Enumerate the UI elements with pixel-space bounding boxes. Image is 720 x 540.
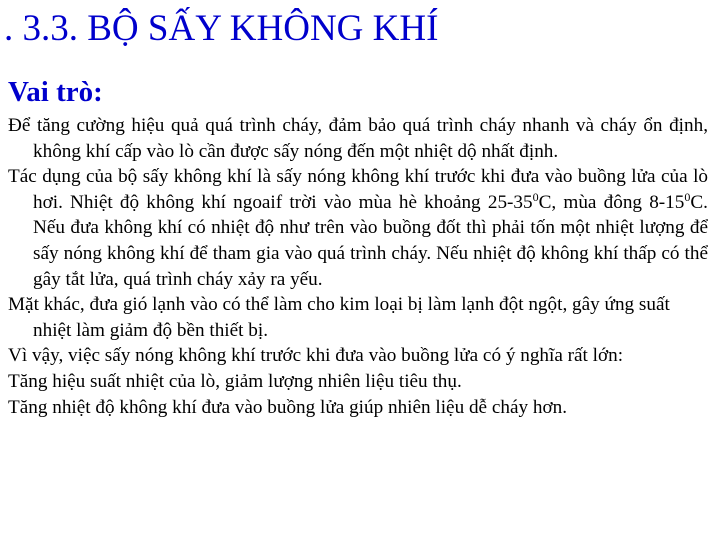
paragraph-benefit-combustion: Tăng nhiệt độ không khí đưa vào buồng lửa giúp nhiên liệu dễ cháy hơn.: [8, 396, 568, 418]
paragraph-function-part3: C. Nếu đưa không khí có nhiệt độ như trên vào buồng đốt thì phải tốn một nhiệt lượng để sấy nóng không khí để tham gia vào quá trình cháy. Nếu nhiệt độ không khí thấp có thể gây tắt lửa, quá trình cháy xảy ra yếu.: [33, 191, 708, 290]
paragraph-significance: Vì vậy, việc sấy nóng không khí trước khi đưa vào buồng lửa có ý nghĩa rất lớn:: [8, 345, 624, 367]
paragraph-function-part2: C, mùa đông 8-15: [538, 191, 685, 213]
paragraph-benefit-efficiency: Tăng hiệu suất nhiệt của lò, giảm lượng nhiên liệu tiêu thụ.: [8, 370, 462, 392]
section-subheading: Vai trò:: [8, 76, 103, 108]
paragraph-cold-air-effect: Mặt khác, đưa gió lạnh vào có thể làm cho kim loại bị làm lạnh đột ngột, gây ứng suất nhiệt làm giảm độ bền thiết bị.: [8, 294, 670, 341]
body-text: [8, 113, 708, 420]
degree-superscript-winter: 0: [684, 189, 691, 204]
slide-title: . 3.3. BỘ SẤY KHÔNG KHÍ: [4, 8, 439, 49]
paragraph-function-part1: Tác dụng của bộ sấy không khí là sấy nóng không khí trước khi đưa vào buồng lửa của lò hơi. Nhiệt độ không khí ngoaif trời vào mùa hè khoảng 25-35: [8, 166, 708, 213]
paragraph-purpose: Để tăng cường hiệu quả quá trình cháy, đảm bảo quá trình cháy nhanh và cháy ổn định, không khí cấp vào lò cần được sấy nóng đến một nhiệt dộ nhất định.: [8, 115, 708, 162]
degree-superscript-summer: 0: [532, 189, 539, 204]
paragraph-function: [8, 164, 708, 292]
